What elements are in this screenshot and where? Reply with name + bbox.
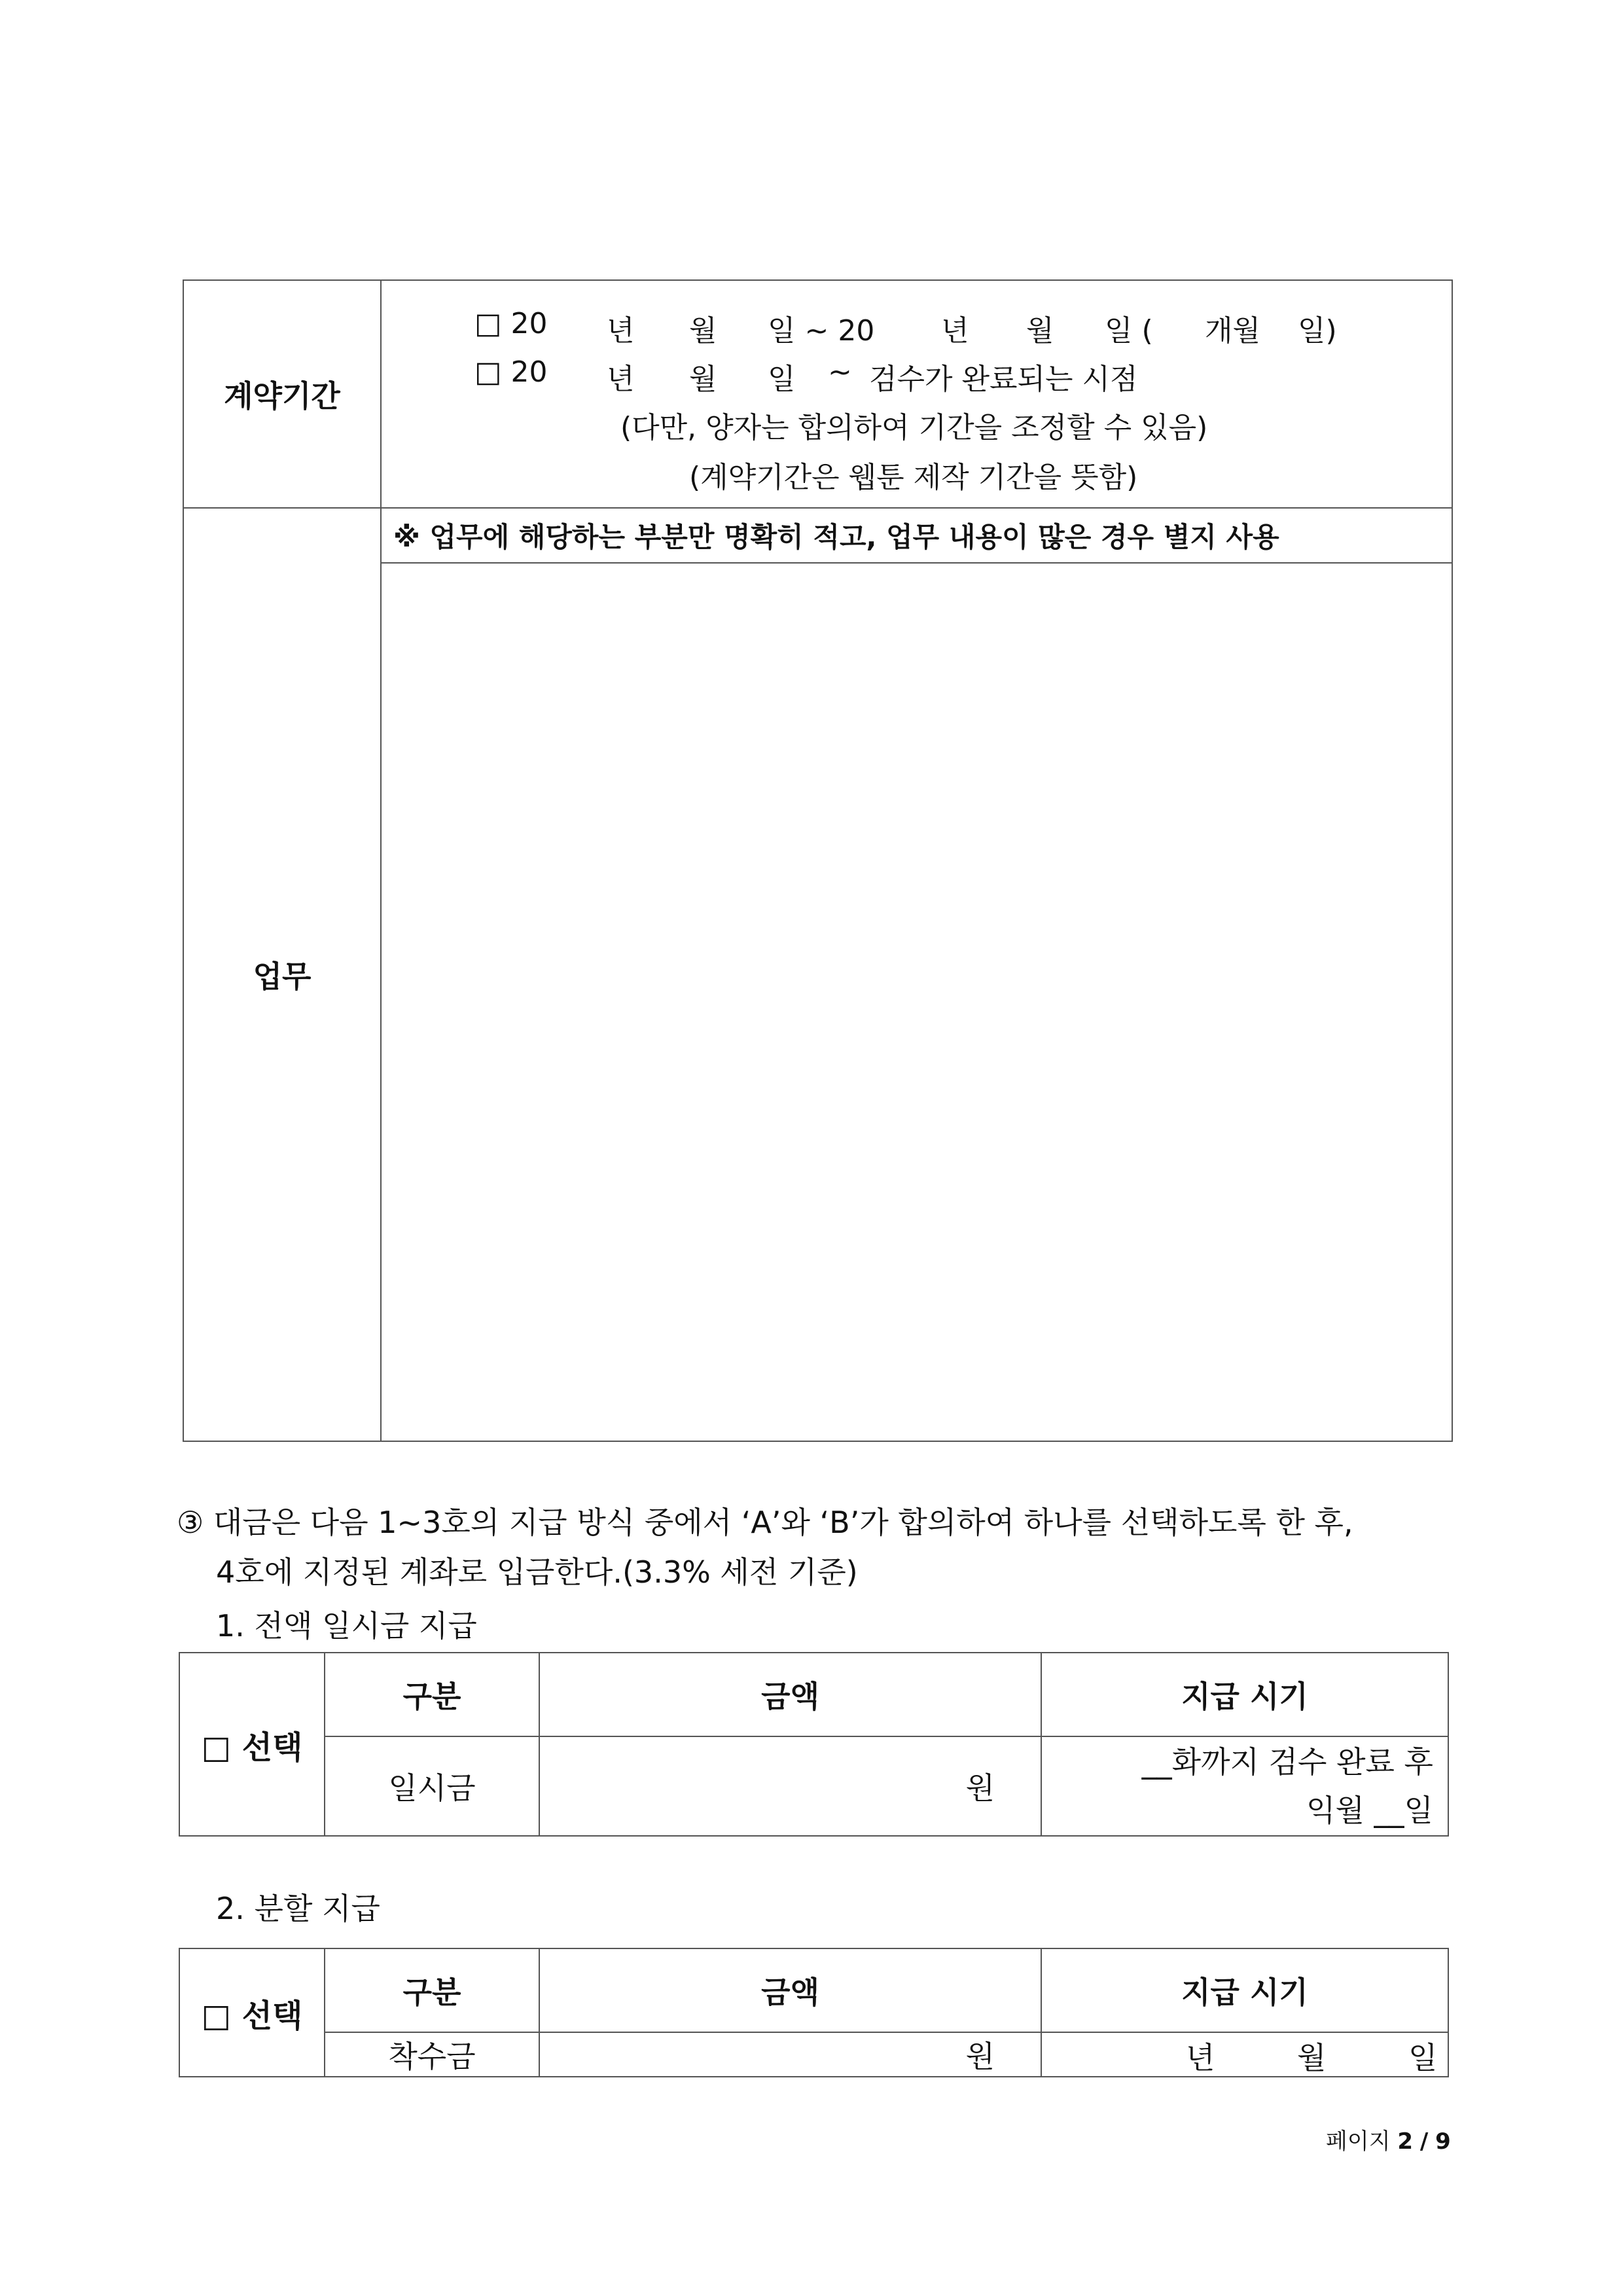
period-line1-days: 일) bbox=[1298, 314, 1337, 348]
lumpsum-heading: 1. 전액 일시금 지급 bbox=[216, 1608, 477, 1643]
period-line2-tilde: ~ bbox=[828, 355, 852, 389]
period-line2-check: □ 20 bbox=[474, 355, 548, 389]
installment-timing-month: 월 bbox=[1297, 2040, 1327, 2075]
period-line1-month2: 월 bbox=[1026, 314, 1054, 348]
installment-select-checkbox[interactable]: □ 선택 bbox=[179, 1948, 325, 2077]
installment-timing-year: 년 bbox=[1186, 2040, 1215, 2075]
lumpsum-col-type: 구분 bbox=[325, 1653, 539, 1736]
work-note: ※ 업무에 해당하는 부분만 명확히 적고, 업무 내용이 많은 경우 별지 사용 bbox=[381, 508, 1452, 563]
installment-table bbox=[179, 1948, 1449, 2077]
installment-amount-unit: 원 bbox=[965, 2039, 995, 2074]
period-line1-month: 월 bbox=[689, 314, 717, 348]
clause3-line2: 4호에 지정된 계좌로 입금한다.(3.3% 세전 기준) bbox=[216, 1554, 858, 1590]
work-content-area[interactable] bbox=[381, 563, 1452, 1441]
work-label: 업무 bbox=[183, 508, 381, 1441]
installment-col-timing: 지급 시기 bbox=[1041, 1948, 1448, 2032]
lumpsum-col-amount: 금액 bbox=[539, 1653, 1041, 1736]
installment-timing-cell[interactable] bbox=[1041, 2032, 1448, 2077]
lumpsum-amount-unit: 원 bbox=[965, 1770, 995, 1806]
clause3-line1: ③ 대금은 다음 1~3호의 지급 방식 중에서 ‘A’와 ‘B’가 합의하여 하나를 선택하도록 한 후, bbox=[177, 1505, 1353, 1540]
contract-period-cell bbox=[381, 280, 1452, 508]
period-line2-year: 년 bbox=[607, 363, 635, 396]
lumpsum-timing-cell[interactable] bbox=[1041, 1736, 1448, 1836]
period-line1-check: □ 20 bbox=[474, 307, 548, 340]
period-line1-year: 년 bbox=[607, 314, 635, 348]
page-number-total: 9 bbox=[1435, 2128, 1451, 2155]
contract-table bbox=[183, 279, 1453, 1442]
page-number-current: 2 bbox=[1397, 2128, 1414, 2155]
period-line1-day2: 일 ( bbox=[1105, 314, 1153, 348]
contract-period-label: 계약기간 bbox=[183, 280, 381, 508]
page-number-sep: / bbox=[1419, 2128, 1429, 2155]
period-line2-day: 일 bbox=[768, 363, 796, 396]
period-line2-month: 월 bbox=[689, 363, 717, 396]
lumpsum-row-type: 일시금 bbox=[325, 1736, 539, 1836]
lumpsum-table bbox=[179, 1652, 1449, 1837]
period-line1-months: 개월 bbox=[1205, 314, 1261, 348]
installment-heading: 2. 분할 지급 bbox=[216, 1891, 380, 1926]
page-number bbox=[1326, 2123, 1451, 2155]
installment-col-amount: 금액 bbox=[539, 1948, 1041, 2032]
lumpsum-col-timing: 지급 시기 bbox=[1041, 1653, 1448, 1736]
period-line2-until-inspection: 검수가 완료되는 시점 bbox=[869, 363, 1138, 396]
installment-row-type: 착수금 bbox=[325, 2032, 539, 2077]
period-line1-day-to: 일 ~ 20 bbox=[768, 314, 875, 348]
period-adjust-note: (다만, 양자는 합의하여 기간을 조정할 수 있음) bbox=[620, 411, 1208, 444]
installment-timing-day: 일 bbox=[1408, 2040, 1438, 2075]
installment-col-type: 구분 bbox=[325, 1948, 539, 2032]
lumpsum-select-checkbox[interactable]: □ 선택 bbox=[179, 1653, 325, 1836]
lumpsum-timing-line1: __화까지 검수 완료 후 bbox=[1141, 1744, 1433, 1780]
page-number-prefix: 페이지 bbox=[1326, 2128, 1391, 2155]
period-line1-year2: 년 bbox=[941, 314, 969, 348]
period-definition-note: (계약기간은 웹툰 제작 기간을 뜻함) bbox=[689, 461, 1138, 494]
lumpsum-amount-field[interactable] bbox=[539, 1736, 1041, 1836]
lumpsum-timing-line2: 익월 __일 bbox=[1306, 1793, 1433, 1828]
installment-amount-field[interactable] bbox=[539, 2032, 1041, 2077]
